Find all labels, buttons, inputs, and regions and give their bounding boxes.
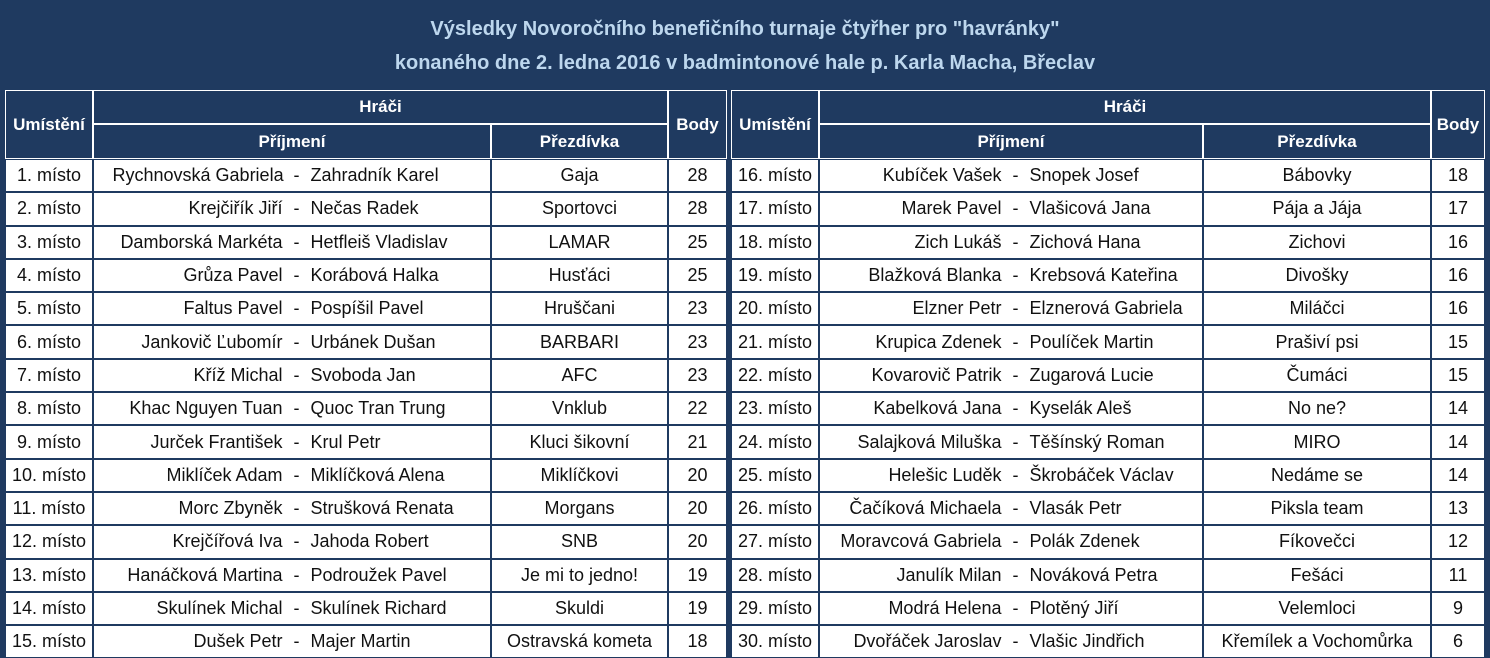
separator-dash: - — [1012, 298, 1019, 319]
nickname-cell: Morgans — [491, 492, 668, 525]
player-1: Dušek Petr — [193, 631, 283, 652]
players-cell — [819, 625, 1203, 658]
points-cell: 18 — [668, 625, 727, 658]
separator-dash: - — [1012, 564, 1019, 585]
place-cell: 13. místo — [5, 559, 93, 592]
player-2: Zugarová Lucie — [1029, 364, 1154, 385]
players-cell — [93, 525, 491, 558]
player-2: Vlašicová Jana — [1029, 198, 1151, 219]
separator-dash: - — [293, 431, 300, 452]
separator-dash: - — [1012, 598, 1019, 618]
players-cell — [819, 259, 1203, 292]
table-row — [731, 192, 1485, 225]
table-row — [5, 192, 727, 225]
separator-dash: - — [293, 531, 300, 552]
separator-dash: - — [293, 398, 300, 419]
player-2: Poulíček Martin — [1029, 331, 1154, 352]
player-2: Korábová Halka — [310, 265, 439, 286]
player-1: Čačíková Michaela — [849, 498, 1002, 519]
players-cell — [819, 159, 1203, 192]
table-row — [731, 492, 1485, 525]
player-2: Pospíšil Pavel — [310, 298, 424, 319]
player-2: Těšínský Roman — [1029, 431, 1165, 452]
points-cell: 16 — [1431, 259, 1485, 292]
table-row — [5, 359, 727, 392]
results-body-right — [731, 159, 1485, 658]
points-cell: 6 — [1431, 625, 1485, 658]
player-1: Dvořáček Jaroslav — [853, 631, 1002, 652]
points-cell: 17 — [1431, 192, 1485, 225]
nickname-cell: Křemílek a Vochomůrka — [1203, 625, 1431, 658]
separator-dash: - — [293, 265, 300, 286]
title-line-2: konaného dne 2. ledna 2016 v badmintonové hale p. Karla Macha, Břeclav — [394, 52, 1096, 74]
nickname-cell: Gaja — [491, 159, 668, 192]
player-2: Krul Petr — [310, 431, 381, 452]
header-place: Umístění — [5, 90, 93, 159]
separator-dash: - — [1012, 331, 1019, 352]
nickname-cell: Kluci šikovní — [491, 425, 668, 458]
header-nickname: Přezdívka — [1203, 124, 1431, 159]
player-1: Marek Pavel — [901, 198, 1002, 219]
place-cell: 17. místo — [731, 192, 819, 225]
points-cell: 20 — [668, 525, 727, 558]
nickname-cell: Vnklub — [491, 392, 668, 425]
players-cell — [819, 559, 1203, 592]
points-cell: 20 — [668, 459, 727, 492]
player-1: Faltus Pavel — [183, 298, 283, 319]
table-row — [5, 292, 727, 325]
player-1: Jurček František — [150, 431, 283, 452]
nickname-cell: Bábovky — [1203, 159, 1431, 192]
place-cell: 29. místo — [731, 592, 819, 625]
players-cell — [93, 459, 491, 492]
header-place: Umístění — [731, 90, 819, 159]
points-cell: 23 — [668, 292, 727, 325]
player-1: Zich Lukáš — [914, 231, 1002, 252]
table-row — [731, 226, 1485, 259]
players-cell — [93, 292, 491, 325]
players-cell — [93, 192, 491, 225]
table-row — [731, 325, 1485, 358]
player-2: Vlasák Petr — [1029, 498, 1122, 519]
players-cell — [93, 559, 491, 592]
player-1: Morc Zbyněk — [178, 498, 283, 519]
points-cell: 25 — [668, 259, 727, 292]
place-cell: 28. místo — [731, 559, 819, 592]
place-cell: 7. místo — [5, 359, 93, 392]
player-2: Zahradník Karel — [310, 165, 439, 186]
player-2: Strušková Renata — [310, 498, 454, 519]
place-cell: 12. místo — [5, 525, 93, 558]
nickname-cell: Pája a Jája — [1203, 192, 1431, 225]
place-cell: 30. místo — [731, 625, 819, 658]
player-2: Vlašic Jindřich — [1029, 631, 1145, 652]
points-cell: 25 — [668, 226, 727, 259]
table-row — [5, 159, 727, 192]
separator-dash: - — [293, 598, 300, 618]
separator-dash: - — [293, 331, 300, 352]
results-table-left — [5, 90, 727, 658]
nickname-cell: Fíkovečci — [1203, 525, 1431, 558]
player-1: Kubíček Vašek — [882, 165, 1002, 186]
player-1: Krupica Zdenek — [875, 331, 1002, 352]
points-cell: 15 — [1431, 325, 1485, 358]
points-cell: 16 — [1431, 292, 1485, 325]
player-2: Snopek Josef — [1029, 165, 1139, 186]
player-2: Majer Martin — [310, 631, 411, 652]
separator-dash: - — [1012, 531, 1019, 552]
nickname-cell: LAMAR — [491, 226, 668, 259]
table-row — [731, 392, 1485, 425]
nickname-cell: Nedáme se — [1203, 459, 1431, 492]
points-cell: 23 — [668, 359, 727, 392]
place-cell: 26. místo — [731, 492, 819, 525]
place-cell: 27. místo — [731, 525, 819, 558]
nickname-cell: Divošky — [1203, 259, 1431, 292]
table-row — [731, 459, 1485, 492]
player-2: Krebsová Kateřina — [1029, 265, 1178, 286]
points-cell: 22 — [668, 392, 727, 425]
place-cell: 2. místo — [5, 192, 93, 225]
player-1: Modrá Helena — [888, 598, 1002, 618]
player-2: Škrobáček Václav — [1029, 464, 1174, 485]
separator-dash: - — [1012, 364, 1019, 385]
points-cell: 20 — [668, 492, 727, 525]
header-points: Body — [1431, 90, 1485, 159]
place-cell: 20. místo — [731, 292, 819, 325]
players-cell — [819, 492, 1203, 525]
players-cell — [819, 525, 1203, 558]
title-line-1: Výsledky Novoročního benefičního turnaje čtyřher pro "havránky" — [430, 18, 1060, 40]
nickname-cell: Ostravská kometa — [491, 625, 668, 658]
separator-dash: - — [1012, 631, 1019, 652]
separator-dash: - — [293, 165, 300, 186]
nickname-cell: Miláčci — [1203, 292, 1431, 325]
player-2: Hetfleiš Vladislav — [310, 231, 448, 252]
player-1: Salajková Miluška — [857, 431, 1002, 452]
place-cell: 14. místo — [5, 592, 93, 625]
nickname-cell: MIRO — [1203, 425, 1431, 458]
nickname-cell: Čumáci — [1203, 359, 1431, 392]
players-cell — [819, 425, 1203, 458]
results-body-left — [5, 159, 727, 658]
player-1: Kabelková Jana — [873, 398, 1002, 419]
player-1: Damborská Markéta — [120, 231, 283, 252]
players-cell — [819, 292, 1203, 325]
separator-dash: - — [293, 231, 300, 252]
player-1: Grůza Pavel — [183, 265, 283, 286]
nickname-cell: Je mi to jedno! — [491, 559, 668, 592]
players-cell — [819, 192, 1203, 225]
nickname-cell: Piksla team — [1203, 492, 1431, 525]
nickname-cell: Prašiví psi — [1203, 325, 1431, 358]
player-2: Svoboda Jan — [310, 364, 416, 385]
header-points: Body — [668, 90, 727, 159]
separator-dash: - — [1012, 431, 1019, 452]
player-1: Blažková Blanka — [868, 265, 1002, 286]
players-cell — [93, 226, 491, 259]
place-cell: 22. místo — [731, 359, 819, 392]
place-cell: 1. místo — [5, 159, 93, 192]
player-2: Nováková Petra — [1029, 564, 1158, 585]
separator-dash: - — [1012, 265, 1019, 286]
separator-dash: - — [293, 298, 300, 319]
nickname-cell: Zichovi — [1203, 226, 1431, 259]
player-1: Krejčiřík Jiří — [188, 198, 283, 219]
player-1: Krejčířová Iva — [172, 531, 283, 552]
table-row — [731, 292, 1485, 325]
separator-dash: - — [1012, 398, 1019, 419]
player-1: Jankovič Ľubomír — [141, 331, 283, 352]
table-row — [5, 492, 727, 525]
separator-dash: - — [293, 631, 300, 652]
player-2: Miklíčková Alena — [310, 464, 445, 485]
table-row — [5, 259, 727, 292]
player-2: Kyselák Aleš — [1029, 398, 1132, 419]
place-cell: 16. místo — [731, 159, 819, 192]
table-row — [731, 159, 1485, 192]
players-cell — [819, 592, 1203, 625]
points-cell: 9 — [1431, 592, 1485, 625]
points-cell: 28 — [668, 159, 727, 192]
points-cell: 12 — [1431, 525, 1485, 558]
players-cell — [93, 159, 491, 192]
table-row — [731, 559, 1485, 592]
place-cell: 3. místo — [5, 226, 93, 259]
nickname-cell: BARBARI — [491, 325, 668, 358]
place-cell: 25. místo — [731, 459, 819, 492]
place-cell: 10. místo — [5, 459, 93, 492]
separator-dash: - — [1012, 231, 1019, 252]
player-2: Skulínek Richard — [310, 598, 447, 618]
table-row — [5, 325, 727, 358]
separator-dash: - — [1012, 464, 1019, 485]
header-players: Hráči — [819, 90, 1431, 124]
separator-dash: - — [1012, 498, 1019, 519]
table-row — [5, 592, 727, 625]
nickname-cell: Skuldi — [491, 592, 668, 625]
players-cell — [819, 325, 1203, 358]
place-cell: 5. místo — [5, 292, 93, 325]
place-cell: 18. místo — [731, 226, 819, 259]
header-surname: Příjmení — [819, 124, 1203, 159]
players-cell — [93, 492, 491, 525]
nickname-cell: Hruščani — [491, 292, 668, 325]
player-1: Khac Nguyen Tuan — [129, 398, 283, 419]
players-cell — [93, 592, 491, 625]
player-1: Helešic Luděk — [888, 464, 1002, 485]
players-cell — [819, 359, 1203, 392]
header-nickname: Přezdívka — [491, 124, 668, 159]
place-cell: 11. místo — [5, 492, 93, 525]
player-2: Polák Zdenek — [1029, 531, 1140, 552]
table-row — [731, 425, 1485, 458]
players-cell — [93, 325, 491, 358]
player-2: Urbánek Dušan — [310, 331, 436, 352]
nickname-cell: AFC — [491, 359, 668, 392]
separator-dash: - — [1012, 198, 1019, 219]
player-2: Jahoda Robert — [310, 531, 429, 552]
place-cell: 21. místo — [731, 325, 819, 358]
place-cell: 24. místo — [731, 425, 819, 458]
table-row — [5, 226, 727, 259]
table-row — [731, 359, 1485, 392]
points-cell: 19 — [668, 559, 727, 592]
separator-dash: - — [293, 198, 300, 219]
table-row — [5, 392, 727, 425]
header-surname: Příjmení — [93, 124, 491, 159]
nickname-cell: No ne? — [1203, 392, 1431, 425]
table-row — [5, 559, 727, 592]
points-cell: 21 — [668, 425, 727, 458]
table-row — [5, 425, 727, 458]
table-row — [731, 625, 1485, 658]
points-cell: 14 — [1431, 459, 1485, 492]
place-cell: 4. místo — [5, 259, 93, 292]
points-cell: 15 — [1431, 359, 1485, 392]
place-cell: 15. místo — [5, 625, 93, 658]
separator-dash: - — [1012, 165, 1019, 186]
player-2: Zichová Hana — [1029, 231, 1141, 252]
player-1: Moravcová Gabriela — [840, 531, 1002, 552]
nickname-cell: Sportovci — [491, 192, 668, 225]
player-2: Nečas Radek — [310, 198, 419, 219]
separator-dash: - — [293, 464, 300, 485]
nickname-cell: Velemloci — [1203, 592, 1431, 625]
players-cell — [93, 259, 491, 292]
points-cell: 11 — [1431, 559, 1485, 592]
players-cell — [819, 392, 1203, 425]
player-1: Hanáčková Martina — [127, 564, 283, 585]
player-1: Kovarovič Patrik — [871, 364, 1002, 385]
nickname-cell: SNB — [491, 525, 668, 558]
place-cell: 23. místo — [731, 392, 819, 425]
player-2: Elznerová Gabriela — [1029, 298, 1183, 319]
table-row — [731, 592, 1485, 625]
points-cell: 28 — [668, 192, 727, 225]
player-1: Elzner Petr — [912, 298, 1002, 319]
results-table-right — [731, 90, 1485, 658]
player-1: Rychnovská Gabriela — [112, 165, 284, 186]
player-2: Podroužek Pavel — [310, 564, 447, 585]
players-cell — [93, 359, 491, 392]
player-1: Skulínek Michal — [156, 598, 283, 618]
nickname-cell: Miklíčkovi — [491, 459, 668, 492]
players-cell — [819, 226, 1203, 259]
separator-dash: - — [293, 498, 300, 519]
points-cell: 14 — [1431, 425, 1485, 458]
player-1: Janulík Milan — [896, 564, 1002, 585]
table-row — [731, 259, 1485, 292]
nickname-cell: Fešáci — [1203, 559, 1431, 592]
players-cell — [93, 625, 491, 658]
player-1: Kříž Michal — [193, 364, 283, 385]
place-cell: 8. místo — [5, 392, 93, 425]
points-cell: 23 — [668, 325, 727, 358]
player-2: Plotěný Jiří — [1029, 598, 1119, 618]
points-cell: 19 — [668, 592, 727, 625]
separator-dash: - — [293, 564, 300, 585]
nickname-cell: Husťáci — [491, 259, 668, 292]
points-cell: 18 — [1431, 159, 1485, 192]
header-players: Hráči — [93, 90, 668, 124]
players-cell — [93, 425, 491, 458]
separator-dash: - — [293, 364, 300, 385]
place-cell: 19. místo — [731, 259, 819, 292]
points-cell: 13 — [1431, 492, 1485, 525]
players-cell — [819, 459, 1203, 492]
player-2: Quoc Tran Trung — [310, 398, 446, 419]
points-cell: 14 — [1431, 392, 1485, 425]
player-1: Miklíček Adam — [166, 464, 283, 485]
place-cell: 9. místo — [5, 425, 93, 458]
players-cell — [93, 392, 491, 425]
points-cell: 16 — [1431, 226, 1485, 259]
table-row — [5, 459, 727, 492]
table-row — [5, 525, 727, 558]
place-cell: 6. místo — [5, 325, 93, 358]
table-row — [731, 525, 1485, 558]
table-row — [5, 625, 727, 658]
